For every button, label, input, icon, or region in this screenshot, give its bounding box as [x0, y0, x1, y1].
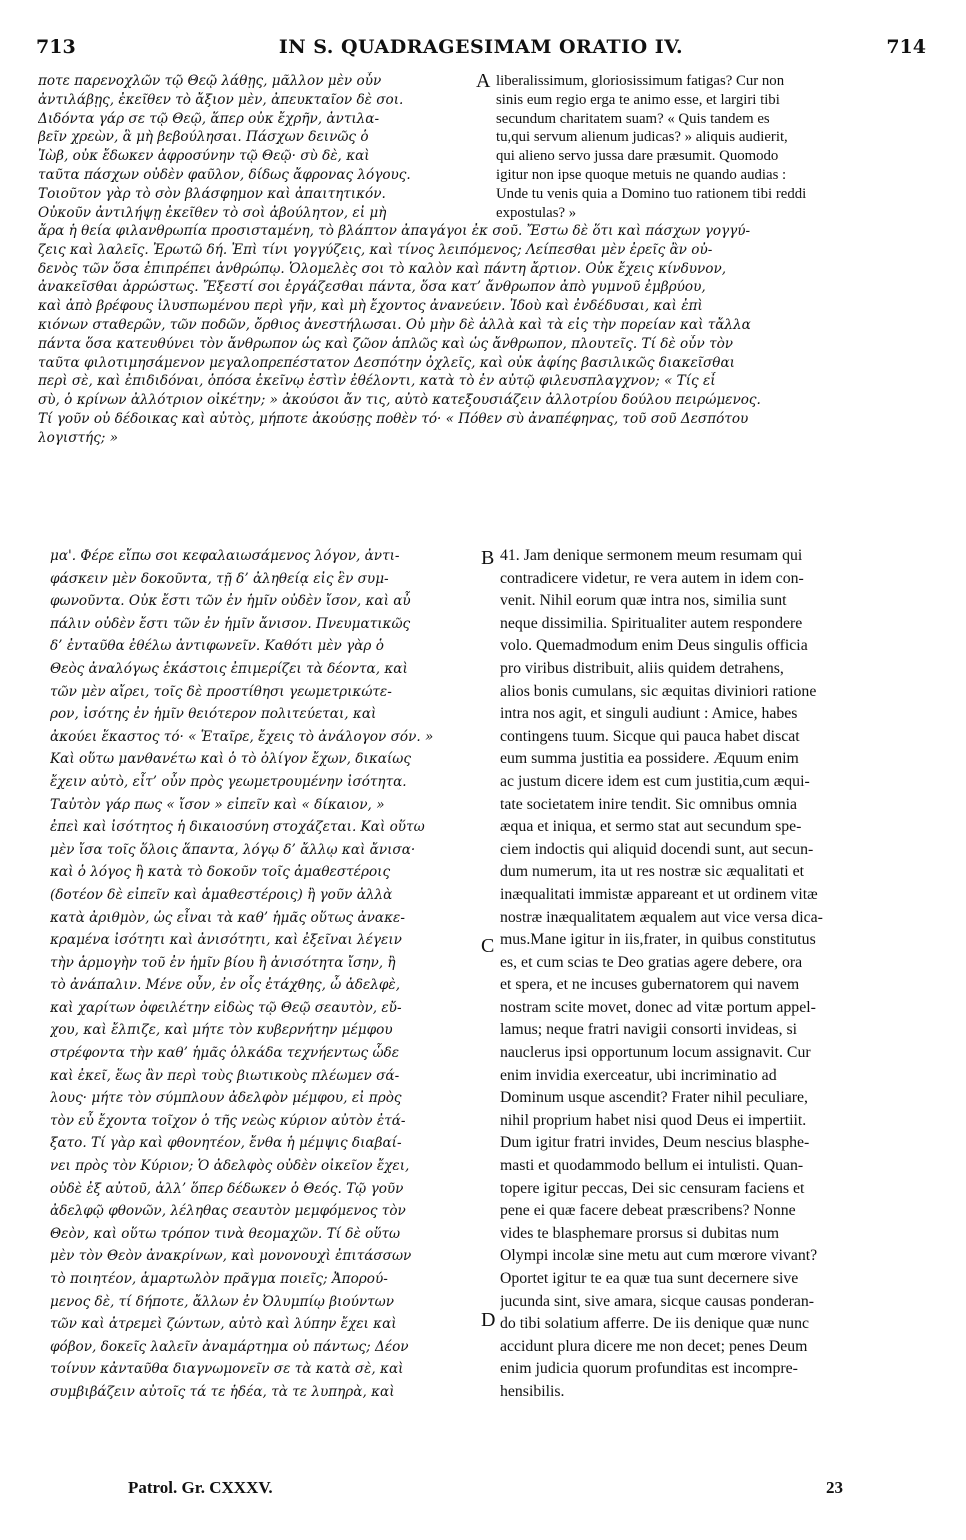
text-line: inæqualitati immistæ appareant et ut ordinem vitæ — [500, 885, 818, 903]
running-header — [36, 36, 926, 66]
margin-letter-c: C — [481, 935, 495, 957]
text-line: μα'. Φέρε εἴπω σοι κεφαλαιωσάμενος λόγον, ἀντι- — [50, 548, 400, 564]
text-line: æqua et iniqua, et sermo stat aut secundum spe- — [500, 818, 802, 836]
text-line: Διδόντα γάρ σε τῷ Θεῷ, ἅπερ οὐκ ἔχρῆν, ἀντιλα- — [38, 110, 380, 127]
text-line: nostræ inæqualitatem æqualem aut vice versa dica- — [500, 908, 823, 926]
text-line: masti et quodammodo bellum ei intulisti. Quan- — [500, 1157, 804, 1175]
text-line: καὶ ἀπὸ βρέφους ἰλυσπωμένου περὶ γῆν, καὶ μὴ ἔχοντος ἀνανεύειν. Ἰδοὺ καὶ ἐνδέδυσαι, καὶ ἐπὶ — [38, 298, 703, 315]
text-line: Καὶ οὕτω μανθανέτω καὶ ὁ τὸ ὀλίγον ἔχων, δικαίως — [50, 751, 411, 768]
text-line: Olympi incolæ sine metu aut cum mœrore vivant? — [500, 1247, 818, 1265]
text-line: accidunt plura dicere me non decet; penes Deum — [500, 1337, 808, 1355]
text-line: ξατο. Τί γὰρ καὶ φθονητέον, ἔνθα ἡ μέμψις διαβαί- — [50, 1135, 402, 1152]
text-line: ρον, ἰσότης ἐν ἡμῖν θειότερον πολιτεύεται, καὶ — [50, 706, 377, 723]
text-line: volo. Quemadmodum enim Deus singulis officia — [500, 637, 808, 655]
text-line: λους· μήτε τὸν σύμπλουν ἀδελφὸν μέμφου, εἰ πρὸς — [50, 1090, 402, 1107]
text-line: μὲν ἴσα τοῖς ὅλοις ἅπαντα, λόγῳ δ’ ἄλλῳ καὶ ἄνισα· — [50, 841, 416, 858]
text-line: τοίνυν κἀνταῦθα διαγνωμονεῖν σε τὰ κατὰ σὲ, καὶ — [50, 1361, 404, 1378]
text-line: μενος δὲ, τί δήποτε, ἄλλων ἐν Ὀλυμπίῳ βιούντων — [50, 1293, 394, 1310]
text-line: λογιστής; » — [38, 429, 119, 446]
text-line: χου, καὶ ἔλπιζε, καὶ μήτε τὸν κυβερνήτην μέμφου — [50, 1022, 393, 1039]
text-line: τὴν ἁρμογὴν τοῦ ἐν ἡμῖν βίου ἢ ἀνισότητα ἴσην, ἢ — [50, 954, 396, 971]
text-line: eum summa justitia ea possidere. Æquum enim — [500, 750, 799, 768]
top-greek-column — [38, 72, 478, 222]
text-line: ταῦτα πάσχων οὐδὲν φαῦλον, δίδως ἄφρονας λόγους. — [38, 166, 411, 183]
text-line: συμβιβάζειν αὐτοῖς τά τε ἡδέα, τὰ τε λυπηρὰ, καὶ — [50, 1383, 395, 1400]
text-line: ἀνακεῖσθαι ἀρρώστως. Ἔξεστί σοι ἐργάζεσθαι πάντα, ὅσα κατ’ ἄνθρωπον ἀπὸ γυμνοῦ ἐμβρύου, — [38, 279, 706, 296]
text-line: ἀκούει ἕκαστος τό· « Ἑταῖρε, ἔχεις τὸ ἀνάλογον σόν. » — [50, 728, 434, 745]
text-line: dum numerum, ita ut res nostræ sic æqualitati et — [500, 863, 805, 881]
text-line: Οὐκοῦν ἀντιλήψῃ ἐκεῖθεν τὸ σοὶ ἀβούλητον, εἰ μὴ — [38, 204, 387, 221]
text-line: φάσκειν μὲν δοκοῦντα, τῇ δ’ ἀληθείᾳ εἰς ἓν συμ- — [50, 570, 389, 587]
text-line: tu,qui servum alienum judicas? » aliquis audierit, — [496, 129, 788, 146]
text-line: Ἰὼβ, οὐκ ἔδωκεν ἀφροσύνην τῷ Θεῷ· σὺ δὲ, καὶ — [38, 148, 370, 165]
text-line: do tibi solatium afferre. De iis denique quæ nunc — [500, 1315, 809, 1333]
text-line: secundum charitatem suam? « Quis tandem es — [496, 110, 770, 127]
top-latin-column — [496, 72, 936, 222]
text-line: περὶ σὲ, καὶ ἐπιδιδόναι, ὁπόσα ἐκεῖνῳ ἐστὶν ἐθέλοντι, κατὰ τὸ ἐν αὐτῷ φιλευσπλαγχνον; « Τίς εἶ — [38, 373, 716, 390]
page-number-right: 714 — [886, 36, 926, 58]
text-line: καὶ ὁ λόγος ἢ κατὰ τὸ δοκοῦν τοῖς ἀμαθεστέροις — [50, 864, 391, 881]
text-line: ἀντιλάβῃς, ἐκεῖθεν τὸ ἄξιον μὲν, ἀπευκταῖον δὲ σοι. — [38, 91, 404, 108]
bottom-latin-column — [500, 545, 936, 1404]
text-line: κατὰ ἀριθμὸν, ὡς εἶναι τὰ καθ’ ἡμᾶς οὕτως ἀνακε- — [50, 909, 405, 926]
text-line: intra nos agit, et singuli audiunt : Amice, habes — [500, 705, 798, 723]
text-line: ciem indoctis qui aliquid docendi sunt, aut secun- — [500, 840, 814, 858]
text-line: ac justum dicere idem est cum justitia,cum æqui- — [500, 772, 810, 790]
text-line: pene ei quæ facere debeat præscribens? Nonne — [500, 1202, 796, 1220]
text-line: σὺ, ὁ κρίνων ἀλλότριον οἰκέτην; » ἀκούσοι ἄν τις, αὐτὸ κατεξουσιάζειν ἀλλοτρίου δούλου πειρώμενος. — [38, 392, 761, 409]
text-line: ζεις καὶ λαλεῖς. Ἐρωτῶ δή. Ἐπὶ τίνι γογγύζεις, καὶ τίνος λειπόμενος; Λείπεσθαι μὲν ἐρεῖς ἂν οὐ- — [38, 241, 713, 258]
text-line: pro viribus distribuit, aliis quidem detrahens, — [500, 659, 784, 677]
text-line: Ταὐτὸν γάρ πως « ἴσον » εἰπεῖν καὶ « δίκαιον, » — [50, 796, 385, 813]
text-line: βεῖν χρεὼν, ἃ μὴ βεβούλησαι. Πάσχων δεινῶς ὁ — [38, 129, 369, 146]
text-line: νει πρὸς τὸν Κύριον; Ὁ ἀδελφὸς οὐδὲν οἰκεῖον ἔχει, — [50, 1158, 410, 1175]
text-line: τὸ ἀνάπαλιν. Μένε οὖν, ἐν οἷς ἐτάχθης, ὦ ἀδελφὲ, — [50, 977, 401, 994]
text-line: nihil proprium habet nisi quod Deus ei impertiit. — [500, 1111, 807, 1129]
margin-letter-d: D — [481, 1309, 496, 1331]
text-line: expostulas? » — [496, 204, 577, 221]
text-line: vides te blasphemare prorsus si dubitas num — [500, 1224, 780, 1242]
text-line: οὐδὲ ἐξ αὐτοῦ, ἀλλ’ ὅπερ δέδωκεν ὁ Θεός. Τῷ γοῦν — [50, 1180, 404, 1197]
text-line: venit. Nihil eorum quæ intra nos, similia sunt — [500, 592, 787, 610]
text-line: (δοτέον δὲ εἰπεῖν καὶ ἀμαθεστέροις) ἢ γοῦν ἀλλὰ — [50, 886, 393, 903]
text-line: ἔχειν αὐτὸ, εἶτ’ οὖν πρὸς γεωμετρουμένην ἰσότητα. — [50, 773, 407, 790]
text-line: hensibilis. — [500, 1382, 565, 1400]
text-line: ταῦτα φιλοτιμησάμενον μεγαλοπρεπέστατον Δεσπότην ὀχλεῖς, καὶ οὐκ ἀφίης βασιλικῶς διακεῖσθαι — [38, 354, 735, 371]
text-line: κραμένα ἰσότητι καὶ ἀνισότητι, καὶ ἐξεῖναι λέγειν — [50, 932, 402, 949]
text-line: enim invidia exerceatur, ubi incriminatio ad — [500, 1066, 777, 1084]
text-line: φόβον, δοκεῖς λαλεῖν ἀναμάρτημα οὐ πάντως; Δέον — [50, 1338, 409, 1355]
text-line: ἐπεὶ καὶ ἰσότητος ἡ δικαιοσύνη στοχάζεται. Καὶ οὕτω — [50, 819, 425, 836]
text-line: igitur non ipse quoque metuis ne quando audias : — [496, 166, 787, 183]
text-line: φωνοῦντα. Οὐκ ἔστι τῶν ἐν ἡμῖν οὐδὲν ἴσον, καὶ αὖ — [50, 593, 411, 610]
page-title: IN S. QUADRAGESIMAM ORATIO IV. — [278, 36, 684, 58]
text-line: qui alieno servo jussa dare præsumit. Quomodo — [496, 148, 779, 165]
text-line: Τί γοῦν οὐ δέδοικας καὶ αὐτὸς, μήποτε ἀκούσῃς ποθὲν τό· « Πόθεν σὺ ἀναπέφηνας, τοῦ σοῦ Δεσπότου — [38, 410, 749, 427]
text-line: πάλιν οὐδὲν ἔστι τῶν ἐν ἡμῖν ἄνισον. Πνευματικῶς — [50, 615, 411, 632]
text-line: jucunda sint, sive amara, sicque causas ponderan- — [500, 1292, 815, 1310]
text-line: contingens tuum. Sicque qui pauca habet discat — [500, 727, 800, 745]
text-line: ἄρα ἡ θεία φιλανθρωπία προσισταμένη, τὸ βλάπτον ἀπαγάγοι ἐκ σοῦ. Ἔστω δὲ ὅτι καὶ πάσχων γογγύ- — [38, 223, 751, 239]
footer-volume: Patrol. Gr. CXXXV. — [128, 1478, 273, 1497]
text-line: alios bonis cumulans, sic æquitas diviniori ratione — [500, 682, 817, 700]
text-line: κιόνων σταθερῶν, τῶν ποδῶν, ὄρθιος ἀνεστήλωσαι. Οὐ μὴν δὲ ἀλλὰ καὶ τὰ εἰς τὴν πορείαν καὶ τἄλλα — [38, 316, 751, 333]
text-line: nostram scite movet, donec ad vitæ portum appel- — [500, 998, 816, 1016]
text-line: δ’ ἐνταῦθα ἐθέλω ἀντιφωνεῖν. Καθότι μὲν γὰρ ὁ — [50, 638, 384, 655]
text-line: et spera, et ne incuses gubernatorem qui navem — [500, 976, 800, 994]
text-line: contradicere videtur, re vera autem in idem con- — [500, 569, 804, 587]
text-line: Unde tu venis quia a Domino tuo rationem tibi reddi — [496, 185, 807, 202]
text-line: liberalissimum, gloriosissimum fatigas? Cur non — [496, 73, 785, 89]
text-line: τῶν καὶ ἀτρεμεὶ ζώντων, αὐτὸ καὶ λύπην ἔχει καὶ — [50, 1316, 397, 1333]
text-line: nauclerus ipsi opportunum locum assignavit. Cur — [500, 1044, 811, 1062]
text-line: Θεὸς ἀναλόγως ἑκάστοις ἐπιμερίζει τὰ δέοντα, καὶ — [50, 660, 408, 677]
text-line: Τοιοῦτον γὰρ τὸ σὸν βλάσφημον καὶ ἀπαιτητικόν. — [38, 185, 386, 202]
text-line: Θεὸν, καὶ οὕτω τρόπον τινὰ θεομαχῶν. Τί δὲ οὕτω — [50, 1225, 401, 1242]
text-line: καὶ ἐκεῖ, ἕως ἂν περὶ τοὺς βιωτικοὺς πλέωμεν σά- — [50, 1067, 400, 1084]
text-line: ἀδελφῷ φθονῶν, λέληθας σεαυτὸν μεμφόμενος τὸν — [50, 1203, 406, 1220]
text-line: enim judicia quorum profunditas est incompre- — [500, 1360, 798, 1378]
text-line: τῶν μὲν αἴρει, τοῖς δὲ προστίθησι γεωμετρικώτε- — [50, 683, 392, 700]
bottom-greek-column — [50, 545, 480, 1404]
text-line: es, et cum scias te Deo gratias agere debere, ora — [500, 953, 803, 971]
text-line: topere igitur peccas, Dei sic censuram faciens et — [500, 1179, 805, 1197]
text-line: τὸ ποιητέον, ἁμαρτωλὸν πρᾶγμα ποιεῖς; Ἀπορού- — [50, 1271, 388, 1287]
text-line: Oportet igitur te ea quæ tua sunt decernere sive — [500, 1270, 799, 1287]
text-line: Dum igitur fratri invides, Deum nescius blasphe- — [500, 1134, 810, 1152]
text-line: στρέφοντα τὴν καθ’ ἡμᾶς ὁλκάδα τεχνήεντως ὧδε — [50, 1045, 400, 1062]
text-line: καὶ χαρίτων ὀφειλέτην εἰδὼς τῷ Θεῷ σεαυτὸν, εὔ- — [50, 999, 402, 1016]
margin-letter-a: A — [476, 70, 491, 92]
text-line: sinis eum regio erga te animo esse, et largiri tibi — [496, 91, 780, 108]
text-line: neque dissimilia. Spiritualiter autem respondere — [500, 614, 803, 632]
footer-page-number: 23 — [826, 1478, 843, 1497]
margin-letter-b: B — [481, 547, 495, 569]
text-line: πάντα ὅσα κατευθύνει τὸν ἄνθρωπον ὡς καὶ ζῶον ἁπλῶς καὶ ὡς ἄνθρωπον, πλουτεῖς. Τί δὲ οὖν τὸν — [38, 335, 734, 352]
full-width-greek-text — [38, 222, 936, 448]
text-line: 41. Jam denique sermonem meum resumam qui — [500, 547, 803, 564]
page-number-left: 713 — [36, 36, 76, 58]
text-line: Dominum usque ascendit? Frater nihil peculiare, — [500, 1089, 808, 1107]
text-line: lamus; neque fratri navigii consorti invideas, si — [500, 1021, 798, 1039]
text-line: tate societatem inire tendit. Sic omnibus omnia — [500, 795, 798, 813]
text-line: δενὸς τῶν ὅσα ἐπιπρέπει ἀνθρώπῳ. Ὁλομελὲς σοι τὸ καλὸν καὶ πάντη ἄρτιον. Οὐκ ἔχεις κίνδυνον, — [38, 260, 727, 277]
text-line: mus.Mane igitur in iis,frater, in quibus constitutus — [500, 931, 816, 949]
text-line: τὸν εὖ ἔχοντα τοῖχον ὁ τῆς νεὼς κύριον αὐτὸν ἐτά- — [50, 1112, 406, 1129]
text-line: ποτε παρενοχλῶν τῷ Θεῷ λάθῃς, μᾶλλον μὲν οὖν — [38, 73, 382, 89]
text-line: μὲν τὸν Θεὸν ἀνακρίνων, καὶ μονονουχὶ ἐπιτάσσων — [50, 1248, 412, 1265]
